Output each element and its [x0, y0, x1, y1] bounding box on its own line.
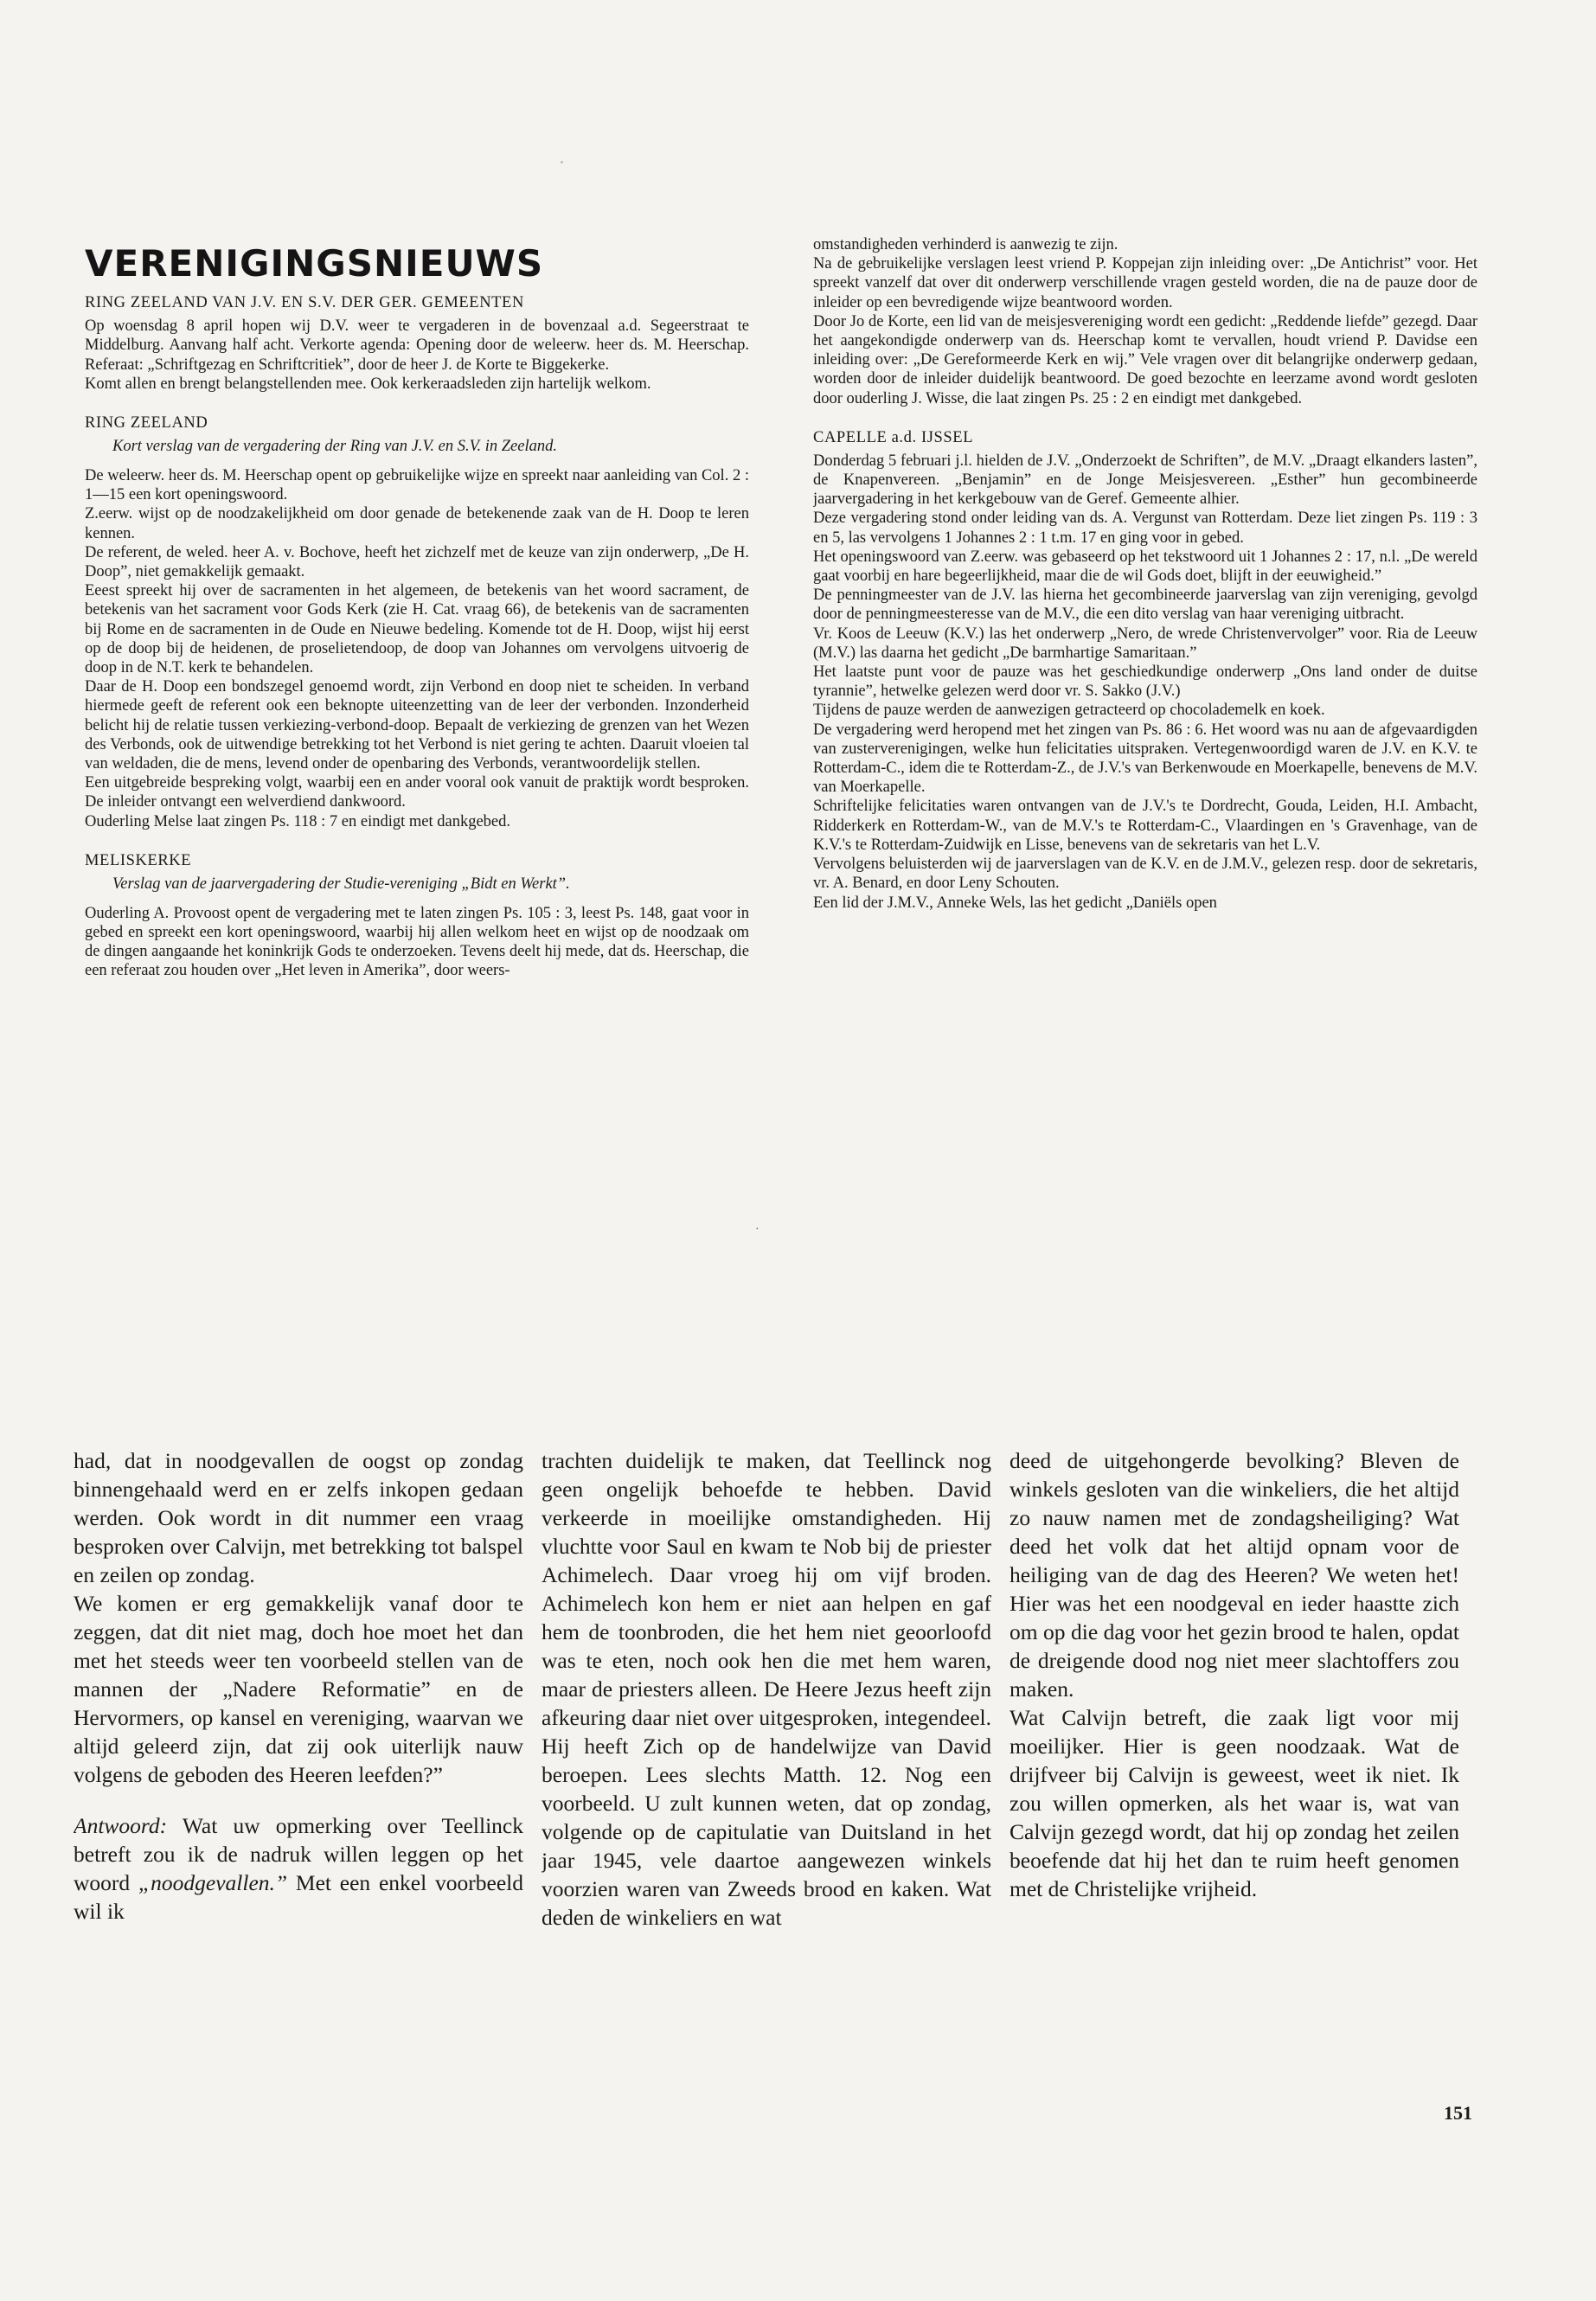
ring-zeeland-report-subtitle: Kort verslag van de vergadering der Ring van J.V. en S.V. in Zeeland. [112, 438, 557, 455]
answer-emphasis: „noodgevallen.” [138, 1870, 288, 1895]
paragraph: Het openingswoord van Z.eerw. was gebaseerd op het tekstwoord uit 1 Johannes 2 : 17, n.l. „De wereld gaat voorbij en hare begeerlijkheid, maar die de wil Gods doet, blijft in der eeuwigheid.” [813, 548, 1477, 586]
paragraph: Na de gebruikelijke verslagen leest vriend P. Koppejan zijn inleiding over: „De Antichrist” voor. Het spreekt vanzelf dat over dit onderwerp verschillende vragen gesteld worden, die na de pauze door de inleider op een bevredigende wijze beantwoord worden. [813, 255, 1477, 311]
paragraph: Op woensdag 8 april hopen wij D.V. weer te vergaderen in de bovenzaal a.d. Segeerstraat te Middelburg. Aanvang half acht. Verkorte agenda: Opening door de weleerw. heer ds. M. Heerschap. Referaat: „Schriftgezag en Schriftcritiek”, door de heer J. de Korte te Biggekerke. [85, 317, 749, 374]
paragraph: We komen er erg gemakkelijk vanaf door te zeggen, dat dit niet mag, doch hoe moet het dan met het steeds weer ten voorbeeld stellen van de mannen der „Nadere Reformatie” en de Hervormers, op kansel en vereniging, waarvan we altijd geleerd zijn, dat zij ook uiterlijk nauw volgens de geboden des Heeren leefden?” [74, 1591, 523, 1787]
paragraph: De weleerw. heer ds. M. Heerschap opent op gebruikelijke wijze en spreekt naar aanleiding van Col. 2 : 1—15 een kort openingswoord. [85, 467, 749, 504]
paragraph: deed de uitgehongerde bevolking? Bleven de winkels gesloten van die winkeliers, die het altijd zo nauw namen met de zondagsheiliging? Wat deed het volk dat het altijd opnam voor de heiliging van de dag des Heeren? We weten het! Hier was het een noodgeval en ieder haastte zich om op die dag voor het gezin brood te halen, opdat de dreigende dood nog niet meer slachtoffers zou maken. [1010, 1448, 1459, 1702]
answer-text-end: Met een enkel voorbeeld wil ik [74, 1870, 523, 1924]
bottom-column-3 [1010, 1446, 1459, 2043]
answer-text: Wat uw opmerking over Teellinck betreft zou ik de nadruk willen leggen op het woord [74, 1813, 523, 1895]
section-title: VERENIGINGSNIEUWS [85, 242, 544, 285]
paragraph: Wat Calvijn betreft, die zaak ligt voor mij moeilijker. Hier is geen noodzaak. Wat de drijfveer bij Calvijn is geweest, weet ik niet. Ik zou willen opmerken, als het waar is, wat van Calvijn gezegd wordt, dat hij op zondag het zeilen beoefende dat hij het dan te ruim heeft genomen met de Christelijke vrijheid. [1010, 1705, 1459, 1901]
bottom-column-2 [542, 1446, 991, 2043]
ring-zeeland-announcement-heading: RING ZEELAND VAN J.V. EN S.V. DER GER. GEMEENTEN [85, 294, 524, 312]
paragraph: trachten duidelijk te maken, dat Teellinck nog geen ongelijk behoefde te hebben. David verkeerde in moeilijke omstandigheden. Hij vluchtte voor Saul en kwam te Nob bij de priester Achimelech. Daar vroeg hij om vijf broden. Achimelech kon hem er niet aan helpen en gaf hem de toonbroden, die het hem niet geoorloofd was te eten, noch ook hen die met hem waren, maar de priesters alleen. De Heere Jezus heeft zijn afkeuring daar niet over uitgesproken, integendeel. Hij heeft Zich op de handelwijze van David beroepen. Lees slechts Matth. 12. Nog een voorbeeld. U zult kunnen weten, dat op zondag, volgende op de capitulatie van Duitsland in het jaar 1945, vele daartoe aangewezen winkels voorzien waren van Zweeds brood en kaken. Wat deden de winkeliers en wat [542, 1448, 991, 1930]
paragraph: had, dat in noodgevallen de oogst op zondag binnengehaald werd en er zelfs inkopen gedaan werden. Ook wordt in dit nummer een vraag besproken over Calvijn, met betrekking tot balspel en zeilen op zondag. [74, 1448, 523, 1587]
answer-paragraph [74, 1811, 523, 1926]
capelle-heading: CAPELLE a.d. IJSSEL [813, 428, 974, 446]
paragraph: Door Jo de Korte, een lid van de meisjesvereniging wordt een gedicht: „Reddende liefde” gezegd. Daar het aangekondigde onderwerp van ds. Heerschap komt te vervallen, houdt vriend P. Davidse een inleiding over: „De Gereformeerde Kerk en wij.” Vele vragen over dit belangrijke onderwerp gedaan, worden door de inleider duidelijk beantwoord. De goed bezochte en leerzame avond wordt gesloten door ouderling J. Wisse, die laat zingen Ps. 25 : 2 en eindigt met dankgebed. [813, 312, 1477, 407]
paragraph: Tijdens de pauze werden de aanwezigen getracteerd op chocolademelk en koek. [813, 702, 1325, 720]
paragraph: Vr. Koos de Leeuw (K.V.) las het onderwerp „Nero, de wrede Christenvervolger” voor. Ria de Leeuw (M.V.) las daarna het gedicht „De barmhartige Samaritaan.” [813, 625, 1477, 662]
paragraph: Eeest spreekt hij over de sacramenten in het algemeen, de betekenis van het woord sacrament, de betekenis van het sacrament voor Gods Kerk (zie H. Cat. vraag 66), de betekenis van de sacramenten bij Rome en de sacramenten in de Oude en Nieuwe bedeling. Komende tot de H. Doop, wijst hij eerst op de doop bij de heidenen, de proselietendoop, de doop van Johannes om vervolgens uitvoerig de doop in de N.T. kerk te behandelen. [85, 582, 749, 677]
paragraph: De penningmeester van de J.V. las hierna het gecombineerde jaarverslag van zijn vereniging, gevolgd door de penningmeesteresse van de M.V., die een dito verslag van haar vereniging uitbracht. [813, 586, 1477, 624]
paragraph: Daar de H. Doop een bondszegel genoemd wordt, zijn Verbond en doop niet te scheiden. In verband hiermede geeft de referent ook een beknopte uiteenzetting van de leer der verbonden. Inzonderheid belicht hij de relatie tussen verkiezing-verbond-doop. Bepaalt de verkiezing de grenzen van het Wezen des Verbonds, ook de uitwendige betrekking tot het Verbond is niet gering te achten. Daaruit vloeien tal van weldaden, die de mens, levend onder de openbaring des Verbonds, verantwoordelijk stellen. [85, 678, 749, 773]
paragraph: Deze vergadering stond onder leiding van ds. A. Vergunst van Rotterdam. Deze liet zingen Ps. 119 : 3 en 5, las vervolgens 1 Johannes 2 : 1 t.m. 17 en ging voor in gebed. [813, 510, 1477, 547]
paragraph: Z.eerw. wijst op de noodzakelijkheid om door genade de betekenende zaak van de H. Doop te leren kennen. [85, 505, 749, 542]
paragraph: Een lid der J.M.V., Anneke Wels, las het gedicht „Daniëls open [813, 894, 1217, 912]
left-news-column [85, 234, 749, 1423]
paragraph: omstandigheden verhinderd is aanwezig te zijn. [813, 236, 1118, 253]
answer-label: Antwoord: [74, 1813, 168, 1838]
margin-mark: · [755, 1223, 760, 1236]
ring-zeeland-report-heading: RING ZEELAND [85, 414, 208, 432]
meliskerke-subtitle: Verslag van de jaarvergadering der Studie-vereniging „Bidt en Werkt”. [112, 875, 570, 893]
page-number: 151 [1444, 2102, 1472, 2124]
paragraph: Een uitgebreide bespreking volgt, waarbij een en ander vooral ook vanuit de praktijk wordt besproken. De inleider ontvangt een welverdiend dankwoord. [85, 774, 749, 811]
right-news-column [813, 235, 1477, 1420]
paragraph: Schriftelijke felicitaties waren ontvangen van de J.V.'s te Dordrecht, Gouda, Leiden, H.I. Ambacht, Ridderkerk en Rotterdam-W., van de M.V.'s te Rotterdam-C., Vlaardingen en 's Gravenhage, van de K.V.'s te Rotterdam-Zuidwijk en Lisse, benevens van de sekretaris van het L.V. [813, 798, 1477, 854]
paragraph: Het laatste punt voor de pauze was het geschiedkundige onderwerp „Ons land onder de duitse tyrannie”, hetwelke gelezen werd door vr. S. Sakko (J.V.) [813, 663, 1477, 701]
paragraph: Vervolgens beluisterden wij de jaarverslagen van de K.V. en de J.M.V., gelezen resp. door de sekretaris, vr. A. Benard, en door Leny Schouten. [813, 856, 1477, 893]
paragraph: De referent, de weled. heer A. v. Bochove, heeft het zichzelf met de keuze van zijn onderwerp, „De H. Doop”, niet gemakkelijk gemaakt. [85, 543, 749, 581]
paragraph: Ouderling A. Provoost opent de vergadering met te laten zingen Ps. 105 : 3, leest Ps. 148, gaat voor in gebed en spreekt een kort openingswoord, waarbij hij allen welkom heet en wijst op de noodzaak om de dingen aangaande het koninkrijk Gods te onderzoeken. Tevens deelt hij mede, dat ds. Heerschap, die een referaat zou houden over „Het leven in Amerika”, door weers- [85, 904, 749, 980]
paragraph: Donderdag 5 februari j.l. hielden de J.V. „Onderzoekt de Schriften”, de M.V. „Draagt elkanders lasten”, de Knapenvereen. „Benjamin” en de Jonge Meisjesvereen. „Esther” hun gecombineerde jaarvergadering in het kerkgebouw van de Geref. Gemeente alhier. [813, 452, 1477, 509]
meliskerke-heading: MELISKERKE [85, 851, 192, 869]
paragraph: Komt allen en brengt belangstellenden mee. Ook kerkeraadsleden zijn hartelijk welkom. [85, 375, 651, 393]
paragraph: Ouderling Melse laat zingen Ps. 118 : 7 en eindigt met dankgebed. [85, 812, 511, 830]
paper-speck [561, 161, 563, 163]
paragraph: De vergadering werd heropend met het zingen van Ps. 86 : 6. Het woord was nu aan de afgevaardigden van zusterverenigingen, welke hun felicitaties uitspraken. Vertegenwoordigd waren de J.V. en K.V. te Rotterdam-C., idem die te Rotterdam-Z., de J.V.'s van Berkenwoude en Moerkapelle, benevens de M.V. van Moerkapelle. [813, 721, 1477, 797]
bottom-column-1 [74, 1446, 523, 2043]
